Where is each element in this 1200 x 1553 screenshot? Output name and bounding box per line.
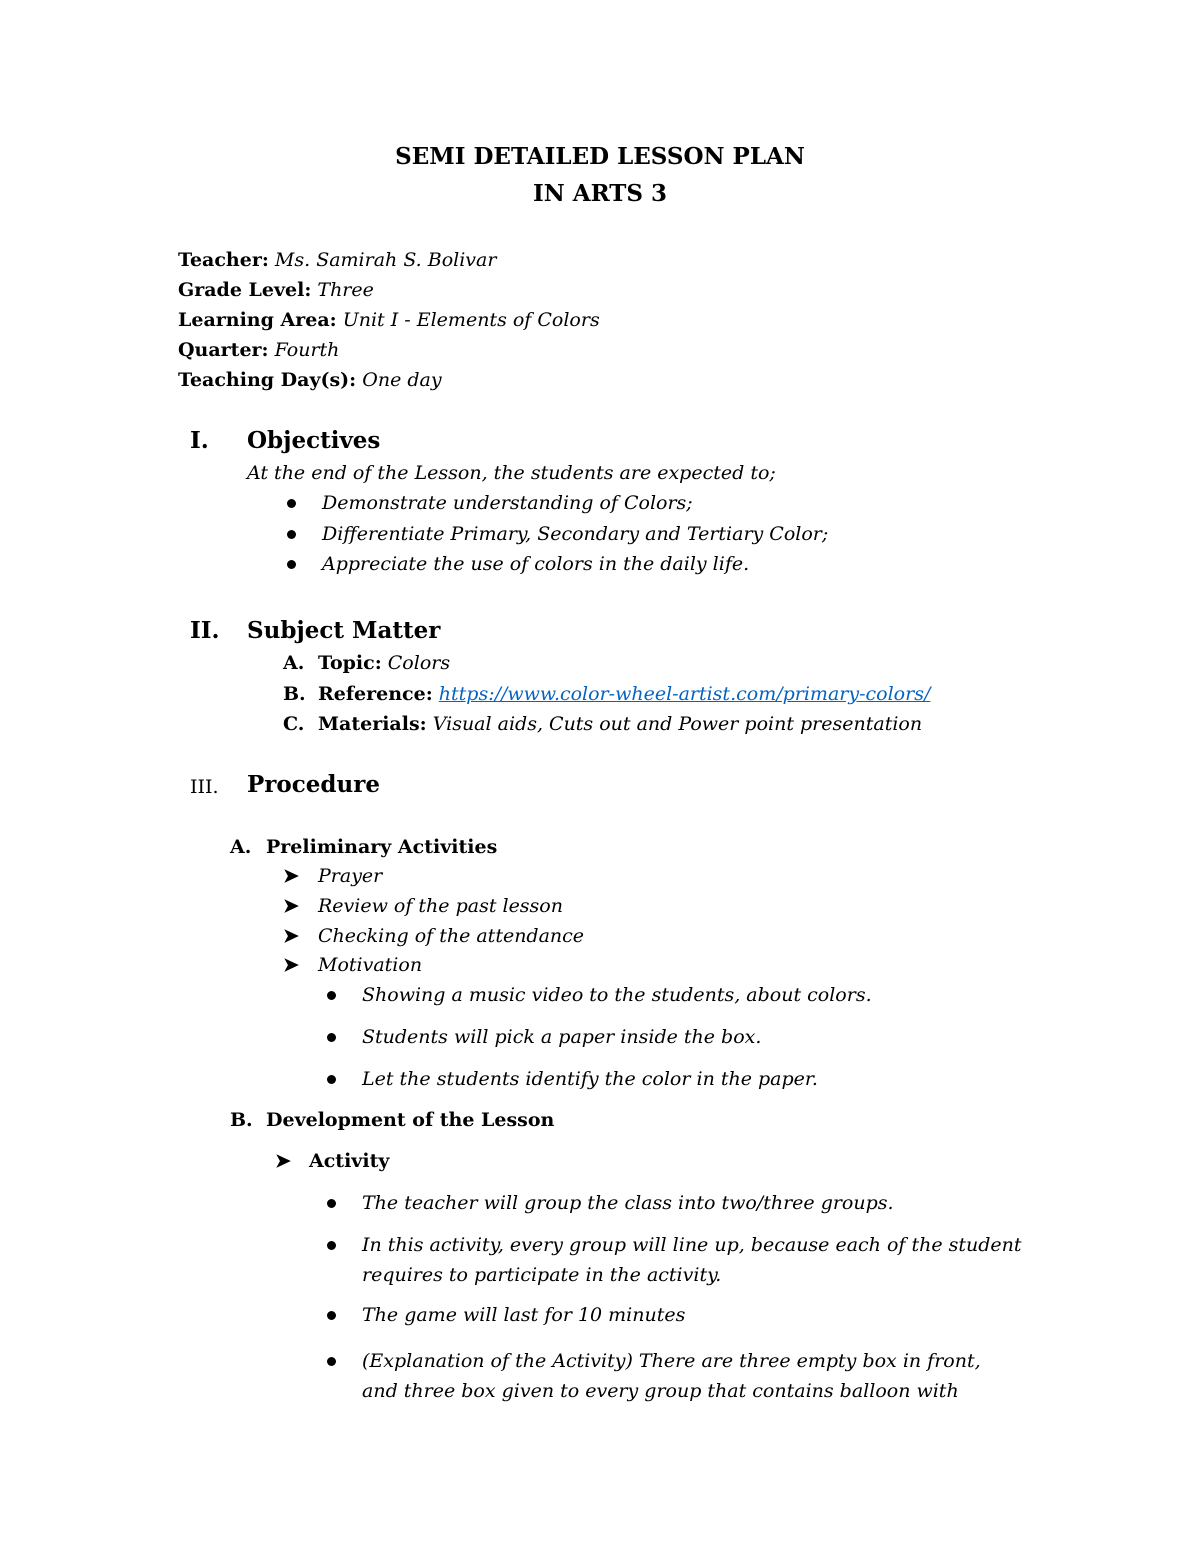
activity-label: Activity [309, 1150, 390, 1172]
item-letter: B. [283, 683, 306, 705]
activity-item: (Explanation of the Activity) There are three empty box in front, [362, 1350, 981, 1372]
section-number: I. [190, 427, 209, 454]
preliminary-item: Prayer [318, 865, 383, 887]
info-value: One day [362, 369, 442, 391]
item-value: Colors [387, 652, 451, 674]
subsection-heading-preliminary: Preliminary Activities [266, 836, 498, 858]
bullet-icon [327, 1311, 336, 1320]
info-value: Fourth [274, 339, 340, 361]
objective-item: Demonstrate understanding of Colors; [322, 492, 693, 514]
arrow-bullet-icon: ➤ [283, 865, 299, 887]
subject-item-reference [283, 683, 306, 705]
section-heading-procedure: Procedure [247, 771, 380, 798]
info-quarter [178, 339, 339, 361]
preliminary-item: Review of the past lesson [318, 895, 563, 917]
bullet-icon [327, 991, 336, 1000]
motivation-item: Students will pick a paper inside the box. [362, 1026, 762, 1048]
arrow-bullet-icon: ➤ [275, 1150, 291, 1172]
subject-item-topic [283, 652, 304, 674]
activity-item: The game will last for 10 minutes [362, 1304, 686, 1326]
info-value: Unit I - Elements of Colors [342, 309, 600, 331]
subsection-heading-development: Development of the Lesson [266, 1109, 555, 1131]
bullet-icon [327, 1075, 336, 1084]
info-teacher [178, 249, 496, 271]
info-label: Teaching Day(s): [178, 369, 357, 391]
motivation-item: Let the students identify the color in the paper. [362, 1068, 818, 1090]
info-teaching-days [178, 369, 442, 391]
info-learning-area [178, 309, 600, 331]
info-label: Grade Level: [178, 279, 312, 301]
document-subtitle: IN ARTS 3 [532, 180, 668, 207]
bullet-icon [327, 1357, 336, 1366]
info-label: Quarter: [178, 339, 269, 361]
subject-item-materials [283, 713, 304, 735]
item-label: Reference: [318, 683, 433, 705]
activity-item-continued: requires to participate in the activity. [362, 1264, 722, 1286]
arrow-bullet-icon: ➤ [283, 954, 299, 976]
activity-item-continued: and three box given to every group that contains balloon with [362, 1380, 959, 1402]
subject-materials [318, 713, 922, 735]
bullet-icon [287, 530, 296, 539]
bullet-icon [327, 1199, 336, 1208]
item-letter: C. [283, 713, 305, 735]
item-label: Materials: [318, 713, 427, 735]
info-grade-level [178, 279, 374, 301]
arrow-bullet-icon: ➤ [283, 895, 299, 917]
motivation-item: Showing a music video to the students, about colors. [362, 984, 872, 1006]
section-number: II. [190, 617, 220, 644]
info-value: Ms. Samirah S. Bolivar [274, 249, 497, 271]
item-value: Visual aids, Cuts out and Power point presentation [432, 713, 923, 735]
item-letter: A. [283, 652, 305, 674]
bullet-icon [287, 560, 296, 569]
info-value: Three [317, 279, 374, 301]
info-label: Teacher: [178, 249, 269, 271]
section-heading-objectives: Objectives [247, 427, 381, 454]
section-number: III. [190, 776, 219, 798]
section-heading-subject-matter: Subject Matter [247, 617, 441, 644]
bullet-icon [327, 1241, 336, 1250]
subject-reference [318, 683, 930, 705]
reference-link[interactable]: https://www.color-wheel-artist.com/primary-colors/ [438, 683, 931, 705]
arrow-bullet-icon: ➤ [283, 925, 299, 947]
objectives-intro: At the end of the Lesson, the students are expected to; [247, 462, 776, 484]
info-label: Learning Area: [178, 309, 337, 331]
item-label: Topic: [318, 652, 382, 674]
objective-item: Differentiate Primary, Secondary and Tertiary Color; [322, 523, 829, 545]
bullet-icon [287, 499, 296, 508]
activity-item: In this activity, every group will line up, because each of the student [362, 1234, 1022, 1256]
bullet-icon [327, 1033, 336, 1042]
subsection-letter: B. [230, 1109, 253, 1131]
subject-topic [318, 652, 450, 674]
objective-item: Appreciate the use of colors in the daily life. [322, 553, 750, 575]
activity-item: The teacher will group the class into two/three groups. [362, 1192, 894, 1214]
preliminary-item: Checking of the attendance [318, 925, 585, 947]
preliminary-item: Motivation [318, 954, 423, 976]
document-title: SEMI DETAILED LESSON PLAN [395, 143, 805, 170]
subsection-letter: A. [230, 836, 252, 858]
